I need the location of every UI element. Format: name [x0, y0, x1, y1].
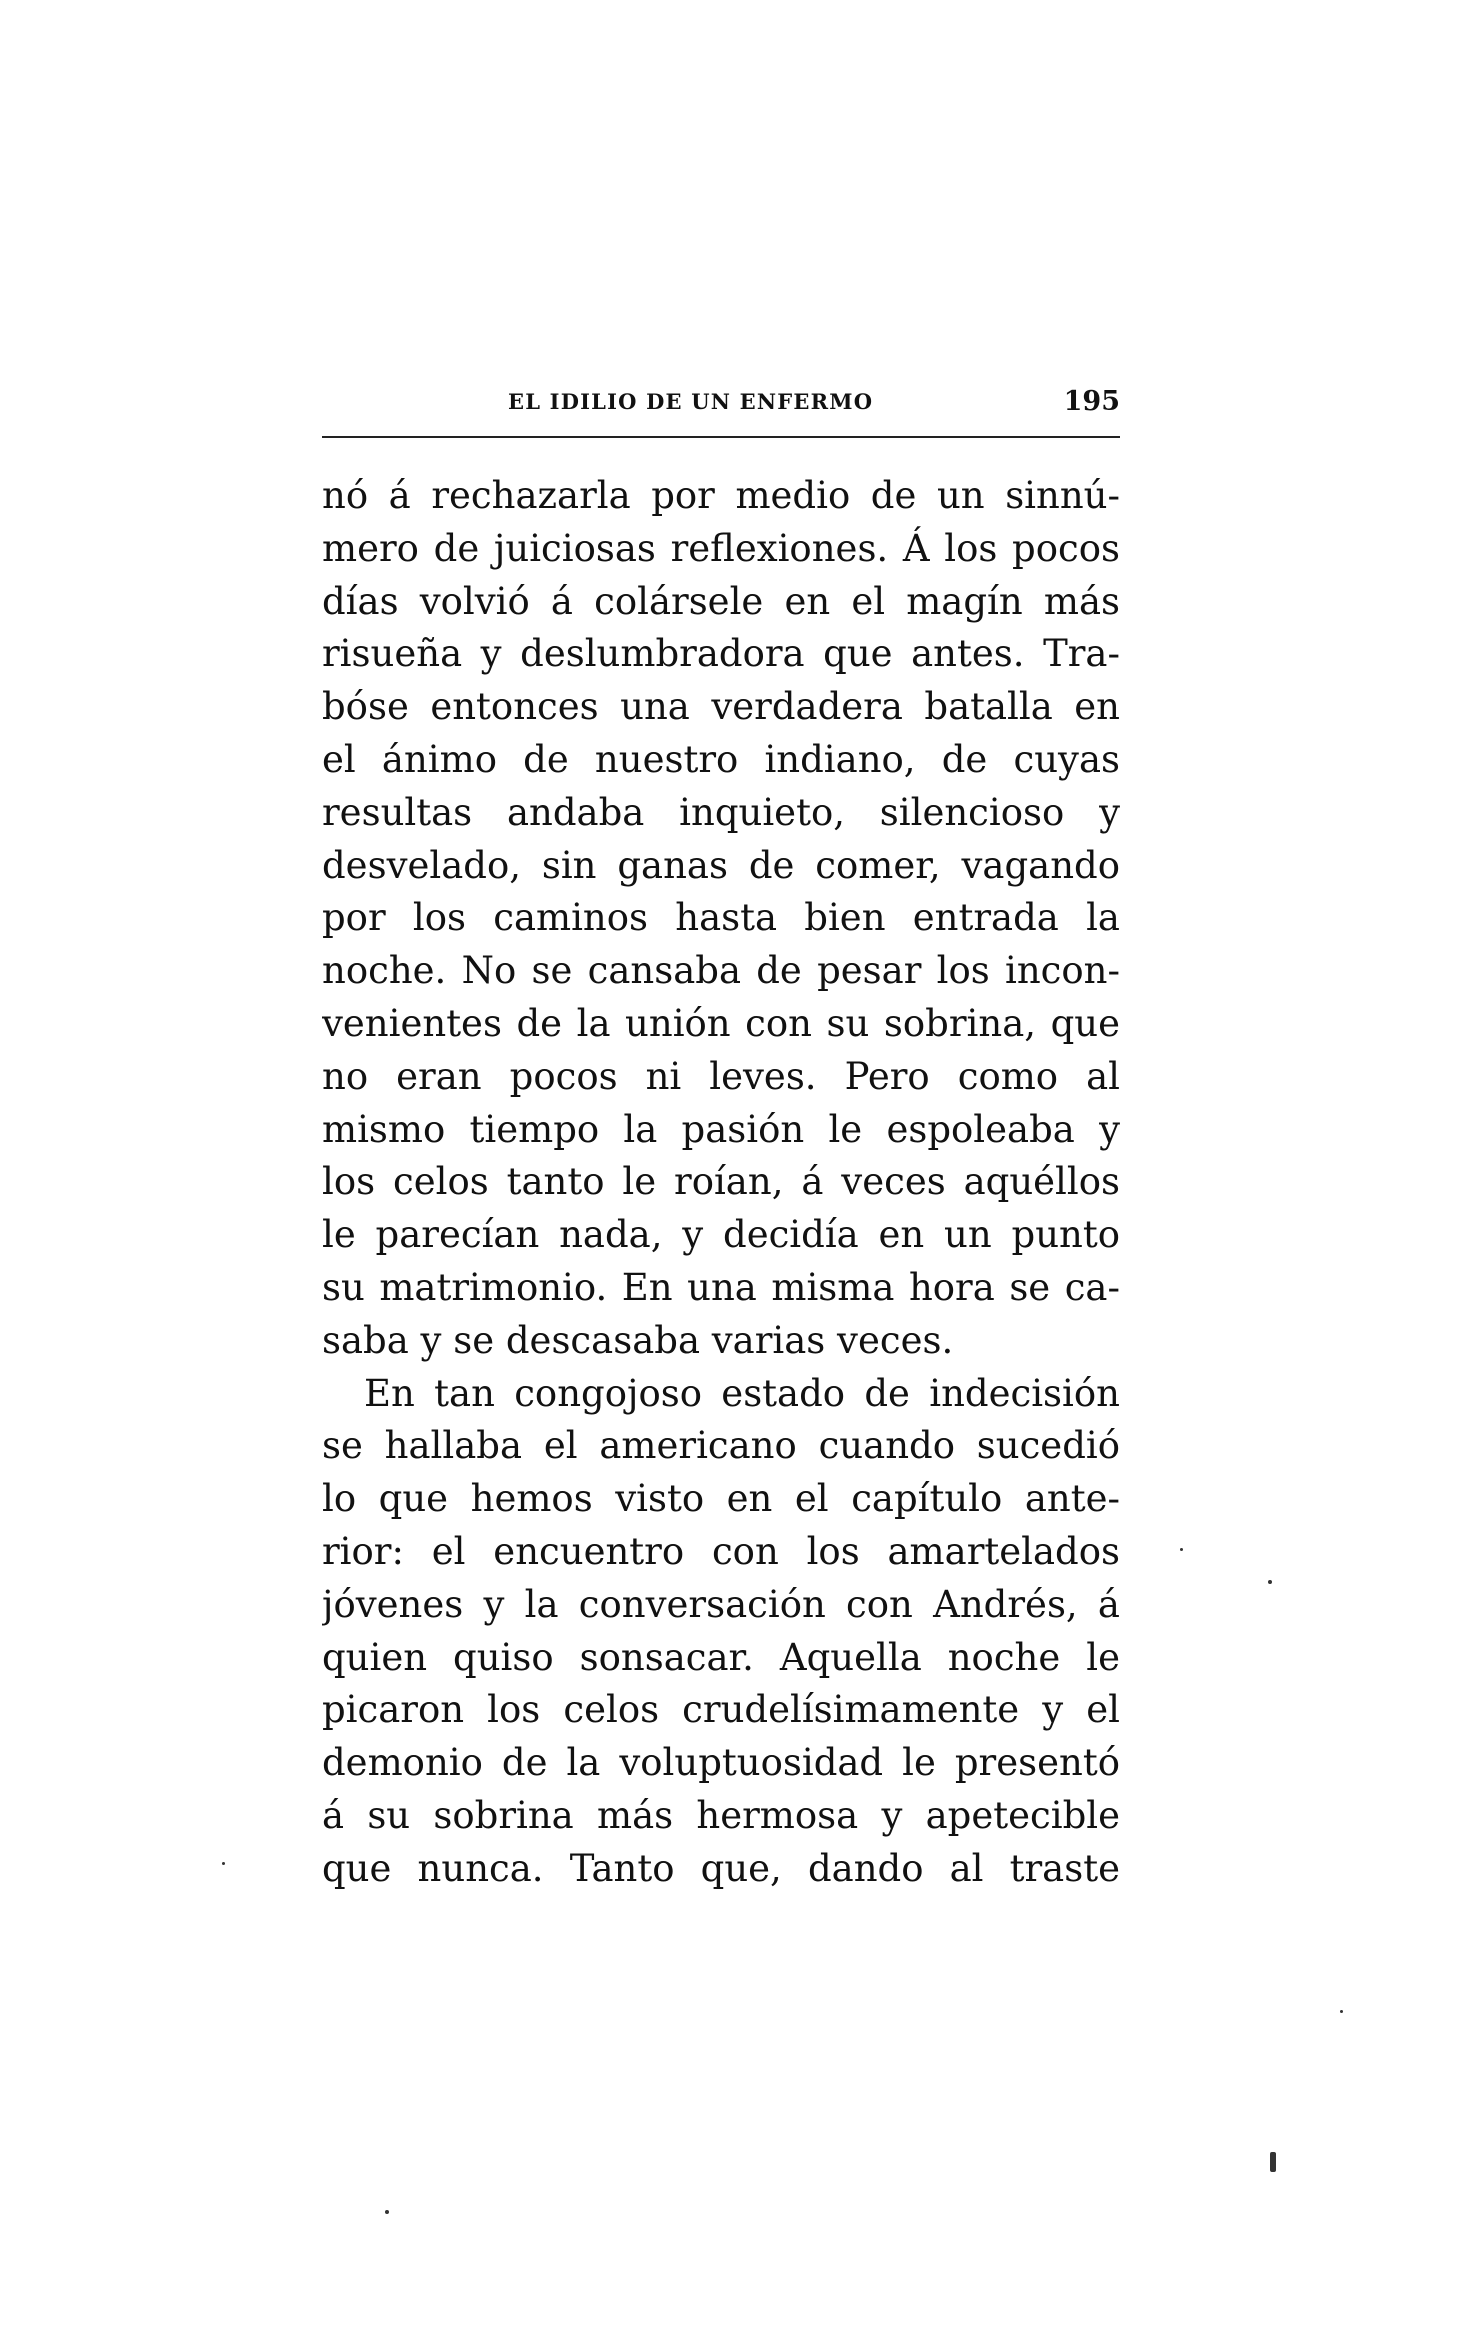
text-line: risueña y deslumbradora que antes. Tra- — [322, 632, 1120, 676]
text-line: lo que hemos visto en el capítulo ante- — [322, 1477, 1120, 1521]
text-line: nó á rechazarla por medio de un sinnú- — [322, 474, 1120, 517]
text-line: bóse entonces una verdadera batalla en — [322, 685, 1120, 729]
text-line: resultas andaba inquieto, silencioso y — [322, 790, 1120, 834]
text-line: noche. No se cansaba de pesar los incon- — [322, 949, 1120, 993]
running-title: EL IDILIO DE UN ENFERMO — [508, 389, 874, 414]
text-line: el ánimo de nuestro indiano, de cuyas — [322, 737, 1120, 781]
text-line: demonio de la voluptuosidad le presentó — [322, 1741, 1120, 1785]
text-line: le parecían nada, y decidía en un punto — [322, 1213, 1120, 1257]
scan-speck — [1270, 2152, 1276, 2172]
text-line: En tan congojoso estado de indecisión — [364, 1371, 1120, 1415]
scan-speck — [1268, 1580, 1272, 1584]
text-line: rior: el encuentro con los amartelados — [322, 1529, 1120, 1573]
text-line: á su sobrina más hermosa y apetecible — [322, 1793, 1120, 1837]
text-line: mismo tiempo la pasión le espoleaba y — [322, 1107, 1120, 1151]
header-rule — [322, 436, 1120, 438]
text-line: jóvenes y la conversación con Andrés, á — [322, 1582, 1120, 1626]
text-line: mero de juiciosas reflexiones. Á los pocos — [322, 526, 1120, 570]
paragraph-2 — [322, 1368, 1120, 1896]
text-line: los celos tanto le roían, á veces aquéllos — [322, 1160, 1120, 1204]
text-line: por los caminos hasta bien entrada la — [322, 896, 1120, 940]
page-number: 195 — [1063, 386, 1120, 417]
text-line: quien quiso sonsacar. Aquella noche le — [322, 1635, 1120, 1679]
scan-speck — [1180, 1548, 1183, 1551]
scan-speck — [1340, 2010, 1343, 2013]
text-line: desvelado, sin ganas de comer, vagando — [322, 843, 1120, 887]
text-line: saba y se descasaba varias veces. — [322, 1318, 954, 1362]
text-line: venientes de la unión con su sobrina, que — [322, 1001, 1120, 1045]
text-line: su matrimonio. En una misma hora se ca- — [322, 1265, 1120, 1309]
body-text — [322, 470, 1120, 1896]
text-line: días volvió á colársele en el magín más — [322, 579, 1120, 623]
scan-speck — [222, 1862, 225, 1865]
scan-speck — [385, 2210, 389, 2214]
text-line: se hallaba el americano cuando sucedió — [322, 1424, 1120, 1468]
running-header — [322, 382, 1120, 422]
paragraph-1 — [322, 470, 1120, 1368]
text-line: que nunca. Tanto que, dando al traste — [322, 1846, 1120, 1890]
text-line: no eran pocos ni leves. Pero como al — [322, 1054, 1120, 1098]
text-line: picaron los celos crudelísimamente y el — [322, 1688, 1120, 1732]
